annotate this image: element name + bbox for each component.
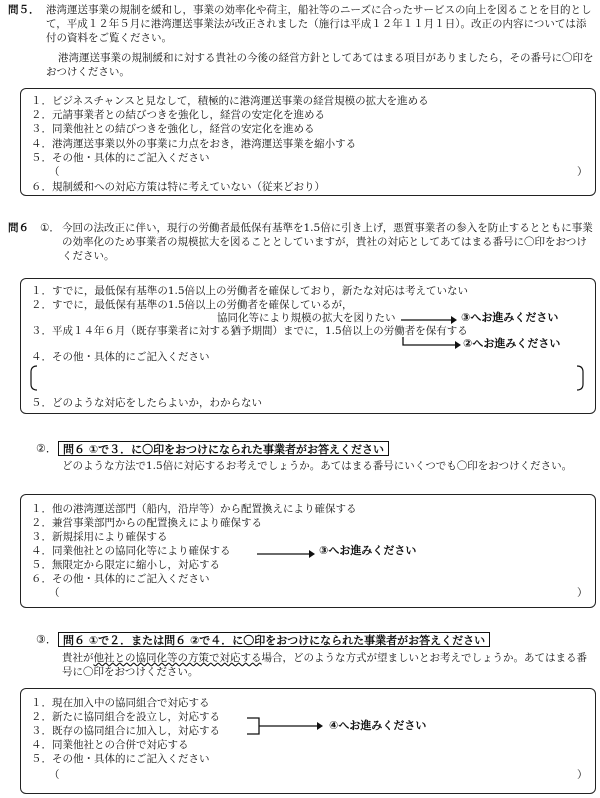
q5-option-1[interactable]: １．ビジネスチャンスと見なして，積極的に港湾運送事業の経営規模の拡大を進める <box>31 95 429 107</box>
q6-sub1-option-2[interactable]: ２．すでに，最低保有基準の1.5倍以上の労働者を確保しているが， <box>31 299 353 311</box>
q6-sub2-option-5[interactable]: ５．無限定から限定に縮小し，対応する <box>31 559 220 571</box>
goto-4-label: ④へお進みください <box>329 719 427 732</box>
q6-sub2-option-4[interactable]: ４．同業他社との協同化等により確保する <box>31 545 231 557</box>
goto-3-label: ③へお進みください <box>461 311 559 324</box>
q6-sub2-option-1[interactable]: １．他の港湾運送部門（船内，沿岸等）から配置換えにより確保する <box>31 503 357 515</box>
q6-sub3-options-box <box>20 688 596 794</box>
bracket-arrow-icon <box>247 716 327 738</box>
q6-sub3-text-a: 貴社が <box>62 652 94 664</box>
goto-2-label: ②へお進みください <box>463 337 561 350</box>
q6-sub2-options-box <box>20 494 596 608</box>
q6-sub3-header: 問６ ①で２．または問６ ②で４．に〇印をおつけになられた事業者がお答えください <box>58 632 490 647</box>
q5-option-2[interactable]: ２．元請事業者との結びつきを強化し，経営の安定化を進める <box>31 109 325 121</box>
q6-sub1-text: 今回の法改正に伴い，現行の労働者最低保有基準を1.5倍に引き上げ，悪質事業者の参入を防止するとともに事業の効率化のため事業者の規模拡大を図ることとしていますが，貴社の対応としてあてはまる番号に〇印をおつけください。 <box>62 222 593 262</box>
q6-sub1-option-1[interactable]: １．すでに，最低保有基準の1.5倍以上の労働者を確保しており，新たな対応は考えていない <box>31 285 469 297</box>
q6-sub3-option-4[interactable]: ４．同業他社との合併で対応する <box>31 739 189 751</box>
q5-option-4[interactable]: ４．港湾運送事業以外の事業に力点をおき，港湾運送事業を縮小する <box>31 138 357 150</box>
q5-question: 港湾運送事業の規制緩和に対する貴社の今後の経営方針としてあてはまる項目がありましたら，その番号に〇印をおつけください。 <box>46 52 594 78</box>
q6-sub3-option-5[interactable]: ５．その他・具体的にご記入ください <box>31 753 210 765</box>
q6-sub3-text-underlined: 他社との協同化等の方策で対応する <box>93 652 262 664</box>
arrow-right-icon <box>257 549 315 559</box>
q6-sub1-other-bracket <box>29 365 589 391</box>
q5-option-5[interactable]: ５．その他・具体的にご記入ください <box>31 152 210 164</box>
q6-sub1-option-5[interactable]: ５．どのような対応をしたらよいか，わからない <box>31 397 262 409</box>
q6-sub3-option-3[interactable]: ３．既存の協同組合に加入し，対応する <box>31 725 220 737</box>
q6-sub1-option-2-cont: 協同化等により規模の拡大を図りたい <box>217 312 396 324</box>
q6-sub1-mark: ①． <box>40 222 60 234</box>
q5-number: 問５． <box>8 4 40 16</box>
q6-sub3-mark: ③． <box>36 633 57 646</box>
q6-sub2-mark: ②． <box>36 442 57 455</box>
q5-other-rparen: ） <box>577 166 588 178</box>
q6-sub3-other-rparen: ） <box>577 769 588 781</box>
q6-number: 問６ <box>8 222 29 234</box>
elbow-arrow-icon <box>401 337 461 351</box>
q6-sub2-option-2[interactable]: ２．兼営事業部門からの配置換えにより確保する <box>31 517 262 529</box>
q6-sub2-other-rparen: ） <box>577 587 588 599</box>
q5-options-box <box>20 88 596 196</box>
q6-sub3-text-b: 場合，どのような方式が望ましいとお考えでしょうか。あてはまる番号に〇印をおつけください。 <box>62 652 587 678</box>
q6-sub1-option-3[interactable]: ３．平成１４年６月（既存事業者に対する猶予期間）までに，1.5倍以上の労働者を保有する <box>31 325 468 337</box>
q6-sub3-other-lparen: （ <box>49 769 60 781</box>
q6-sub2-option-6[interactable]: ６．その他・具体的にご記入ください <box>31 573 210 585</box>
q6-sub2-option-3[interactable]: ３．新規採用により確保する <box>31 531 168 543</box>
q6-sub3-option-1[interactable]: １．現在加入中の協同組合で対応する <box>31 697 210 709</box>
q5-option-3[interactable]: ３．同業他社との結びつきを強化し，経営の安定化を進める <box>31 123 315 135</box>
q6-sub3-text <box>62 652 594 680</box>
q6-sub2-other-lparen: （ <box>49 587 60 599</box>
q6-sub2-header: 問６ ①で３．に〇印をおつけになられた事業者がお答えください <box>58 441 389 456</box>
q5-option-6[interactable]: ６．規制緩和への対応方策は特に考えていない（従来どおり） <box>31 181 325 193</box>
arrow-right-icon <box>401 315 457 325</box>
goto-3-label: ③へお進みください <box>319 544 417 557</box>
q6-sub1-options-box <box>20 278 596 414</box>
q5-intro: 港湾運送事業の規制を緩和し，事業の効率化や荷主，船社等のニーズに合ったサービスの向上を図ることを目的として，平成１２年５月に港湾運送事業法が改正されました（施行は平成１２年１１月１日）。改正の内容については添付の資料をご覧ください。 <box>46 4 592 44</box>
q6-sub2-text: どのような方法で1.5倍に対応するお考えでしょうか。あてはまる番号にいくつでも〇印をおつけください。 <box>62 460 573 472</box>
q6-sub1-option-4[interactable]: ４．その他・具体的にご記入ください <box>31 351 210 363</box>
q6-sub3-option-2[interactable]: ２．新たに協同組合を設立し，対応する <box>31 711 220 723</box>
q5-other-lparen: （ <box>49 166 60 178</box>
